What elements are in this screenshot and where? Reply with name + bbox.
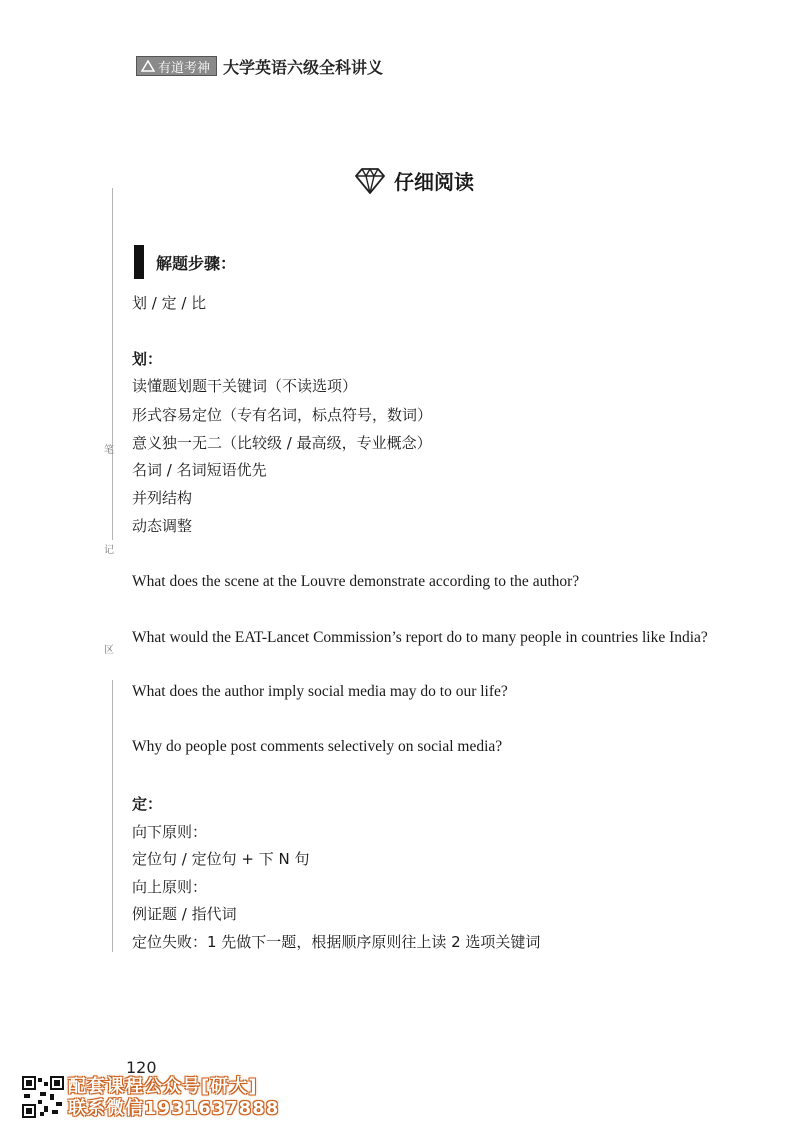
ding-item: 向下原则： — [132, 823, 208, 841]
qr-code-icon — [22, 1076, 64, 1118]
margin-line-bottom — [112, 680, 113, 952]
promo-line-2: 联系微信1931637888 — [68, 1098, 280, 1119]
hua-item: 读懂题划题干关键词（不读选项） — [132, 377, 358, 395]
hua-heading: 划： — [132, 350, 163, 368]
steps-heading-text: 解题步骤： — [156, 253, 237, 273]
margin-line-top — [112, 188, 113, 540]
ding-item: 向上原则： — [132, 878, 208, 896]
margin-label-3: 区 — [104, 645, 114, 656]
brand-logo-icon — [141, 60, 155, 72]
hua-item: 意义独一无二（比较级 / 最高级，专业概念） — [132, 434, 432, 452]
diamond-icon — [354, 168, 386, 194]
question-1: What does the scene at the Louvre demonstrate according to the author? — [132, 573, 580, 590]
running-header — [136, 54, 383, 78]
steps-summary: 划 / 定 / 比 — [132, 294, 207, 312]
hua-item: 并列结构 — [132, 489, 193, 507]
ding-heading: 定： — [132, 795, 163, 813]
question-2: What would the EAT-Lancet Commission’s report do to many people in countries like India? — [132, 629, 708, 646]
brand-badge — [136, 56, 217, 76]
section-title — [354, 166, 474, 195]
ding-item: 定位失败：1 先做下一题，根据顺序原则往上读 2 选项关键词 — [132, 933, 541, 951]
steps-heading — [134, 245, 236, 279]
question-4: Why do people post comments selectively on social media? — [132, 738, 503, 755]
promo-line-1: 配套课程公众号[研大] — [68, 1076, 258, 1097]
ding-item: 定位句 / 定位句 + 下 N 句 — [132, 850, 310, 868]
promo-text — [68, 1076, 279, 1120]
margin-label-2: 记 — [104, 545, 114, 556]
footer-watermark — [22, 1076, 279, 1120]
margin-label-1: 笔 — [104, 445, 114, 456]
section-title-text: 仔细阅读 — [394, 170, 474, 194]
book-title: 大学英语六级全科讲义 — [223, 57, 384, 77]
ding-item: 例证题 / 指代词 — [132, 905, 237, 923]
heading-marker — [134, 245, 144, 279]
question-3: What does the author imply social media may do to our life? — [132, 683, 508, 700]
page-number: 120 — [126, 1058, 157, 1077]
brand-name: 有道考神 — [158, 60, 211, 76]
hua-item: 名词 / 名词短语优先 — [132, 461, 267, 479]
hua-item: 动态调整 — [132, 517, 193, 535]
hua-item: 形式容易定位（专有名词，标点符号，数词） — [132, 406, 433, 424]
